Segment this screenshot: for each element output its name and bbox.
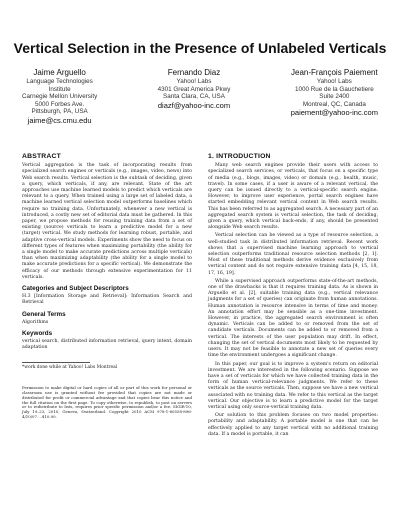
right-column [208,154,378,440]
affiliation-line: Yahoo! Labs [176,78,212,85]
left-column [22,154,192,420]
author-email: diazf@yahoo-inc.com [157,100,231,110]
keywords-heading: Keywords [22,330,53,338]
affiliation-line: 5000 Forbes Ave. [35,100,85,108]
author-email: paiement@yahoo-inc.com [290,108,378,118]
terms-heading: General Terms [22,310,66,318]
author-3 [291,68,378,125]
affiliation-line: Montreal, QC, Canada [302,100,366,108]
author-name: Jaime Arguello [33,68,86,77]
affiliation-line: Suite 2400 [319,93,350,101]
categories-heading: Categories and Subject Descriptors [22,285,129,293]
author-name: Jean-François Paiement [291,68,378,77]
footnote-divider [22,362,90,363]
terms-text: Algorithms [22,319,49,325]
footnote: *work done while at Yahoo! Labs Montreal [22,364,118,370]
author-email: jaime@cs.cmu.edu [27,115,92,125]
author-name: Fernando Diaz [167,68,221,77]
intro-paragraph: Many web search engines provide their users with access to specialized search services, or verticals, that focus on a specific type of media (e.g., blogs, images, video) or domain (e.g., health, music, travel). In some cases, if a user is aware of a relevant vertical, the query can be issued directly to a vertical-specific search engine. However, to improve user experience, portal search engines have started embedding relevant vertical content in Web search results. This has been referred to as aggregated search. A necessary part of an aggregated search system is vertical selection, the task of deciding, given a query, which vertical back-ends, if any, should be presented alongside Web search results. [208,163,378,231]
author-2 [158,68,231,125]
affiliation-line: Santa Clara, CA, USA [163,93,225,101]
intro-paragraph: In this paper, our goal is to improve a system's return on editorial investment. We are interested in the following scenario. Suppose we have a set of verticals for which we have collected training data in the form of human vertical-relevance judgments. We refer to these verticals as the source verticals. Then, suppose we have a new vertical associated with no training data. We refer to this vertical as the target vertical. Our objective is to learn a predictive model for the target vertical using only source-vertical training data. [208,361,378,410]
intro-heading: 1. INTRODUCTION [208,153,271,160]
keywords-text: vertical search, distributed information retrieval, query intent, domain adaptation [22,339,192,351]
intro-paragraph: Our solution to this problem focuses on two model properties: portability and adaptability. A portable model is one that can be effectively applied to any target vertical with no additional training data. If a model is portable, it can [208,413,378,437]
affiliation-line: Language Technologies [26,78,93,85]
affiliation-line: Institute [48,85,71,93]
intro-paragraph: Vertical selection can be viewed as a type of resource selection, a well-studied task in distributed information retrieval. Recent work shows that a supervised machine learning approach to vertical selection outperforms traditional resource selection methods [2, 1]. Most of these traditional methods derive evidence exclusively from vertical content and do not require extensive training data [4, 15, 18, 17, 16, 19]. [208,233,378,276]
author-block [22,68,378,125]
affiliation-line: 1000 Rue de la Gauchetiere [294,85,374,93]
affiliation-line: Yahoo! Labs [316,78,352,85]
permission-notice: Permission to make digital or hard copies of all or part of this work for personal or classroom use is granted without fee provided that copies are not made or distributed for profit or commercial advantage and that copies bear this notice and the full citation on the first page. To copy otherwise, to republish, to post on servers or to redistribute to lists, requires prior specific permission and/or a fee. SIGIR'10, July 19–23, 2010, Geneva, Switzerland. Copyright 2010 ACM 978-1-60558-896-4/10/07 ...$10.00. [22,385,192,419]
abstract-heading: ABSTRACT [22,153,61,160]
affiliation-line: 4301 Great America Pkwy [157,85,231,93]
affiliation-line: Carnegie Mellon University [22,93,98,101]
categories-text: H.3 [Information Storage and Retrieval]: Information Search and Retrieval [22,294,192,306]
author-1 [22,68,97,125]
paper-title: Vertical Selection in the Presence of Unlabeled Verticals [13,40,387,56]
affiliation-line: Pittsburgh, PA, USA [31,108,88,116]
abstract-text: Vertical aggregation is the task of incorporating results from specialized search engines or verticals (e.g., images, video, news) into Web search results. Vertical selection is the subtask of deciding, given a query, which verticals, if any, are relevant. State of the art approaches use machine learned models to predict which verticals are relevant to a query. When trained using a large set of labeled data, a machine learned vertical selection model outperforms baselines which require no training data. Unfortunately, whenever a new vertical is introduced, a costly new set of editorial data must be gathered. In this paper, we propose methods for reusing training data from a set of existing (source) verticals to learn a predictive model for a new (target) vertical. We study methods for learning robust, portable, and adaptive cross-vertical models. Experiments show the need to focus on different types of features when maximizing portability (the ability for a single model to make accurate predictions across multiple verticals) than when maximizing adaptability (the ability for a single model to make accurate predictions for a specific vertical). We demonstrate the efficacy of our methods through extensive experimentation for 11 verticals. [22,163,192,280]
intro-paragraph: While a supervised approach outperforms state-of-the-art methods, one of the drawbacks is that it requires training data. As is shown in Arguello et al. [2], suitable training data (e.g., vertical relevance judgments for a set of queries) can originate from human annotations. Human annotation is resource intensive in terms of time and money. An annotation effort may be sensible as a one-time investment. However, in practice, the aggregated search environment is often dynamic. Verticals can be added to or removed from the set of candidate verticals. Documents can be added to or removed from a vertical. The interests of the user population may drift. In effect, changing the set of vertical documents most likely to be requested by users. It may not be feasible to annotate a new set of queries every time the environment undergoes a significant change. [208,278,378,359]
